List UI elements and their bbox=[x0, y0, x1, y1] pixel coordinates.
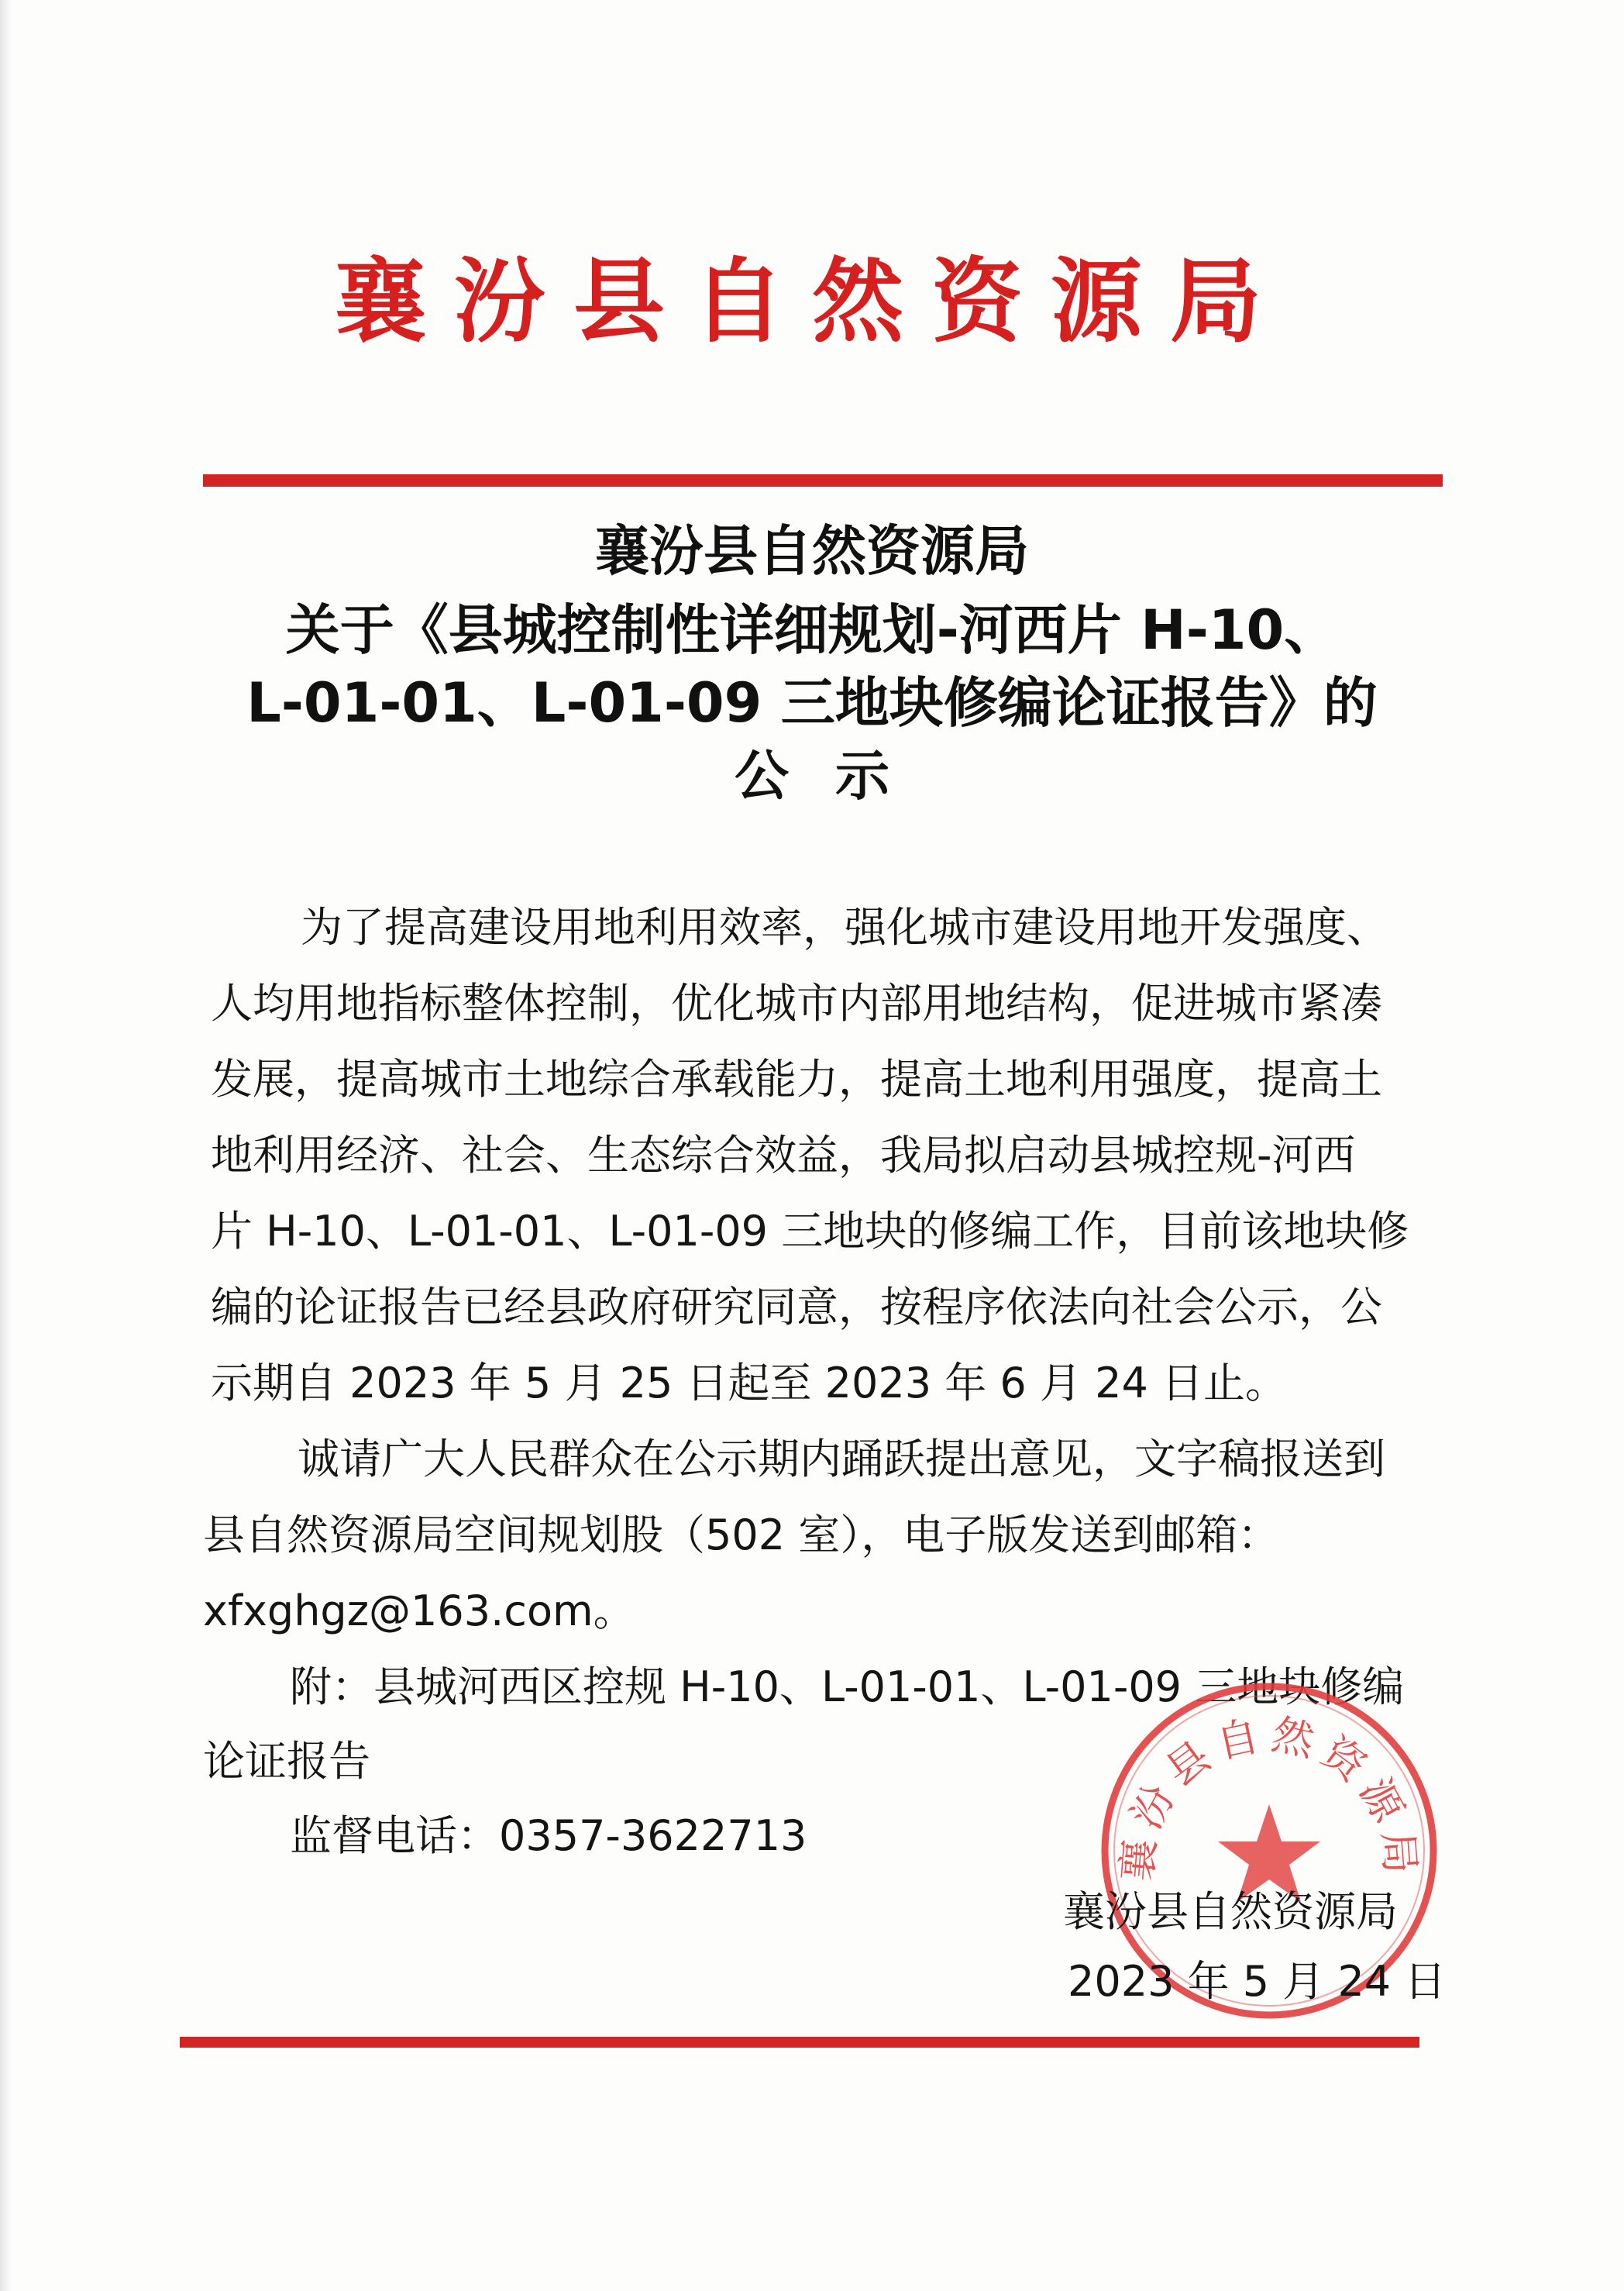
supervision-phone: 监督电话：0357-3622713 bbox=[290, 1811, 807, 1860]
notice-title-line-4: 公示 bbox=[735, 744, 936, 808]
signature-date: 2023 年 5 月 24 日 bbox=[1068, 1957, 1447, 2006]
email-address: xfxghgz@163.com。 bbox=[203, 1586, 635, 1635]
paragraph-2-line-2: 县自然资源局空间规划股（502 室），电子版发送到邮箱： bbox=[203, 1511, 1280, 1559]
attachment-line-1: 附：县城河西区控规 H-10、L-01-01、L-01-09 三地块修编 bbox=[290, 1662, 1405, 1711]
paragraph-1-line-3: 发展，提高城市土地综合承载能力，提高土地利用强度，提高土 bbox=[211, 1055, 1382, 1104]
notice-title-line-3: L-01-01、L-01-09 三地块修编论证报告》的 bbox=[246, 671, 1378, 735]
paragraph-1-line-7: 示期自 2023 年 5 月 25 日起至 2023 年 6 月 24 日止。 bbox=[211, 1359, 1287, 1407]
attachment-line-2: 论证报告 bbox=[203, 1737, 370, 1786]
paragraph-1-line-6: 编的论证报告已经县政府研究同意，按程序依法向社会公示，公 bbox=[211, 1283, 1382, 1332]
red-rule-bottom bbox=[180, 2037, 1419, 2048]
notice-title-line-1: 襄汾县自然资源局 bbox=[595, 519, 1029, 583]
notice-title-line-2: 关于《县城控制性详细规划-河西片 H-10、 bbox=[285, 598, 1339, 662]
paragraph-1-line-1: 为了提高建设用地利用效率，强化城市建设用地开发强度、 bbox=[301, 903, 1388, 952]
paragraph-1-line-5: 片 H-10、L-01-01、L-01-09 三地块的修编工作，目前该地块修 bbox=[211, 1207, 1409, 1256]
masthead-title: 襄汾县自然资源局 bbox=[334, 247, 1289, 355]
paragraph-1-line-4: 地利用经济、社会、生态综合效益，我局拟启动县城控规-河西 bbox=[211, 1131, 1356, 1180]
paragraph-1-line-2: 人均用地指标整体控制，优化城市内部用地结构，促进城市紧凑 bbox=[211, 979, 1382, 1028]
red-rule-top bbox=[203, 474, 1443, 487]
signature-org: 襄汾县自然资源局 bbox=[1063, 1887, 1398, 1936]
paragraph-2-line-1: 诚请广大人民群众在公示期内踊跃提出意见，文字稿报送到 bbox=[298, 1435, 1385, 1483]
seal-text: 襄汾县自然资源局 bbox=[1113, 1709, 1426, 1883]
